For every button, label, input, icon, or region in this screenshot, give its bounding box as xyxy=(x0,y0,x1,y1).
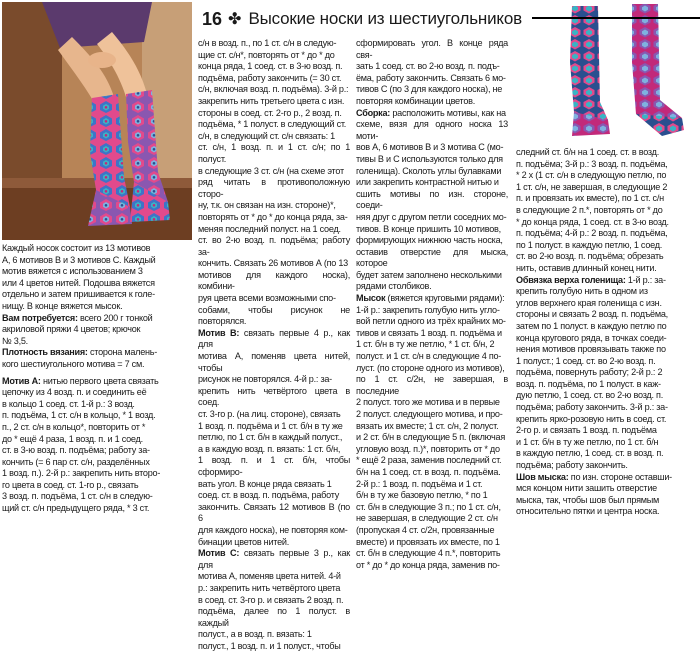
text-line: ну, т.к. он связан на изн. стороне)*, xyxy=(198,200,336,211)
motif-a-line: п. подъёма, 1 ст. с/н в кольцо, * 1 возд. xyxy=(2,410,156,421)
toe-line: тивов и связать 1 возд. п. подъёма и xyxy=(356,327,502,338)
text-line: ст. с/н, 1 возд. п. и 1 ст. с/н; по 1 полуст. xyxy=(198,142,350,164)
text-line: * до конца ряда, 1 соед. ст. в 3-ю возд. xyxy=(516,216,669,227)
toe-line: полуст. и 1 ст. с/н в следующие 4 по- xyxy=(356,351,502,362)
text-line: щие ст. с/н*, повторять от * до * до xyxy=(198,49,335,60)
text-line: повторять от * до * до конца ряда, за- xyxy=(198,211,348,222)
motif-b-line: ст. 3-го р. (на лиц. стороне), связать xyxy=(198,409,341,419)
motif-a-line: до * ещё 4 раза, 1 возд. п. и 1 соед. xyxy=(2,433,143,444)
motif-a-line: го цвета в соед. ст. 1-го р., связать xyxy=(2,479,139,490)
edge-line: подъёма; работу закончить. 3-й р.: за- xyxy=(516,402,668,413)
intro-line: отдельно и затем пришивается к голе- xyxy=(2,289,155,300)
edge-line: в каждую петлю, 1 соед. ст. в возд. п. xyxy=(516,448,664,459)
motif-a-line: цепочку из 4 возд. п. и соединить её xyxy=(2,387,147,398)
motif-b-line: а в каждую возд. п. вязать: 1 ст. б/н, xyxy=(198,443,341,454)
motif-a-line: щий ст. с/н предыдущего ряда, * 3 ст. xyxy=(2,503,150,514)
edge-line: дую петлю, 1 соед. ст. во 2-ю возд. п. xyxy=(516,390,663,401)
text-line: ряд читать в противоположную сторо- xyxy=(198,177,350,199)
text-line: мотивов для каждого носка), комбини- xyxy=(198,269,350,292)
text-line: подъёма, работу закончить (= 30 ст. xyxy=(198,72,342,83)
edge-line: стороны и связать 2 возд. п. подъёма, xyxy=(516,309,668,320)
page-title: Высокие носки из шестиугольников xyxy=(248,9,522,28)
motif-c-line: р.: закрепить нить четвёртого цвета xyxy=(198,582,341,593)
motif-b-line: вать угол. В конце ряда связать 1 xyxy=(198,478,332,489)
text-line: меняя последний полуст. на 1 соед. xyxy=(198,223,341,234)
motif-b-label: Мотив В: xyxy=(198,327,240,338)
text-line: стороны в соед. ст. 2-го р., 2 возд. п. xyxy=(198,107,342,118)
text-line: в следующие 3 ст. с/н (на схеме этот xyxy=(198,165,344,176)
toe-seam-label: Шов мыска: xyxy=(516,471,569,482)
motif-a-line: п., 2 ст. с/н в кольцо*, повторить от * xyxy=(2,421,146,432)
assembly-line: Сборка: расположить мотивы, как на xyxy=(356,107,506,118)
intro-line: Каждый носок состоит из 13 мотивов xyxy=(2,243,151,253)
text-line: кончить. Связать 26 мотивов А (по 13 xyxy=(198,258,348,269)
motif-b-line: петлю, по 1 ст. б/н в каждый полуст., xyxy=(198,432,343,443)
materials-line: № 3,5. xyxy=(2,335,28,346)
edge-line: затем по 1 полуст. в каждую петлю по xyxy=(516,320,667,331)
toe-seam-line: Шов мыска: по изн. стороне оставши- xyxy=(516,471,672,482)
edge-line: подъёма; работу закончить. xyxy=(516,460,628,471)
toe-line: не завершая, в следующие 2 ст. с/н xyxy=(356,513,498,524)
assembly-line: формирующих нижнюю часть носка, xyxy=(356,235,503,246)
toe-line: * ещё 2 раза, заменив последний ст. xyxy=(356,455,502,466)
text-line: с/н, в следующий ст. с/н связать: 1 xyxy=(198,130,335,141)
assembly-line: тивов. В конце пришить 10 мотивов, xyxy=(356,223,501,234)
motif-c-line: в соед. ст. 3-го р. и связать 2 возд. п. xyxy=(198,594,344,605)
assembly-line: оставив отверстие для мыска, которое xyxy=(356,246,508,269)
edge-line: 2-го р. и связать 1 возд. п. подъёма xyxy=(516,425,657,436)
assembly-line: или закрепить контрастной нитью и xyxy=(356,177,499,188)
text-line: с/н, включая возд. п. подъёма). 3-й р.: xyxy=(198,84,349,95)
intro-line: или 4 цветов нитей. Подошва вяжется xyxy=(2,277,155,288)
assembly-line: вов А, 6 мотивов В и 3 мотива С (мо- xyxy=(356,142,504,153)
motif-b-line: для каждого носка), не повторяя ком- xyxy=(198,524,348,535)
motif-a-line: 3 возд. п. подъёма, 1 ст. с/н в следую- xyxy=(2,491,153,502)
text-line: п. подъёма; 4-й р.: 2 возд. п. подъёма, xyxy=(516,228,668,239)
text-line: тивов С (по 3 для каждого носка), не xyxy=(356,84,503,95)
text-line: * 2 х (1 ст. с/н в следующую петлю, по xyxy=(516,170,667,181)
motif-c-line: Мотив С: связать первые 3 р., как для xyxy=(198,548,350,570)
edge-line: подъёма, повернуть работу; 2-й р.: 2 xyxy=(516,367,663,378)
column-4 xyxy=(516,147,698,518)
text-line: ст. во 2-ю возд. п. подъёма; обрезать xyxy=(516,251,664,262)
motif-c-line: мотива А, поменяв цвета нитей. 4-й xyxy=(198,571,341,582)
toe-line: 2 полуст. того же мотива и в первые xyxy=(356,397,500,408)
motif-c-line: подъёма, далее по 1 полуст. в каждый xyxy=(198,606,350,628)
motif-b-line: закончить. Связать 12 мотивов В (по 6 xyxy=(198,501,350,524)
intro-line: А, 6 мотивов В и 3 мотивов С. Каждый xyxy=(2,254,156,265)
edge-label: Обвязка верха голенища: xyxy=(516,274,626,285)
photo-legs-socks xyxy=(2,2,192,240)
clover-symbol-icon: ✤ xyxy=(228,11,242,28)
motif-b-line: Мотив В: связать первые 4 р., как для xyxy=(198,327,350,350)
text-line: п. подъёма; 3-й р.: 3 возд. п. подъёма, xyxy=(516,158,668,169)
column-2 xyxy=(198,38,350,652)
text-line: повторяя комбинации цветов. xyxy=(356,95,476,106)
materials-line: акриловой пряжи 4 цветов; крючок xyxy=(2,324,141,335)
motif-b-line: 1 возд. п. подъёма и 1 ст. б/н в ту же xyxy=(198,420,343,431)
text-line: ст. во 2-ю возд. п. подъёма; работу за- xyxy=(198,235,350,257)
motif-b-line: бинации цветов нитей. xyxy=(198,536,290,547)
edge-line: углов верхнего края голенища с изн. xyxy=(516,297,662,308)
intro-line: мотив вяжется с использованием 3 xyxy=(2,266,143,277)
motif-b-line: 1 возд. п. и 1 ст. б/н, чтобы сформиро- xyxy=(198,455,350,477)
motif-a-line: кончить (= 6 пар ст. с/н, разделённых xyxy=(2,456,150,467)
column-3 xyxy=(356,38,508,571)
intro-line: нищу. В конце вяжется мысок. xyxy=(2,300,123,311)
materials-line: Вам потребуется: всего 200 г тонкой xyxy=(2,312,153,323)
edge-line: крепить голубую нить в одном из xyxy=(516,286,648,297)
toe-line: ст. б/н в следующие 4 п.*, повторить xyxy=(356,548,501,559)
toe-line: вместе) и провязать их вместе, по 1 xyxy=(356,536,500,547)
text-line: ёма, работу закончить. Связать 6 мо- xyxy=(356,72,506,83)
toe-line: б/н на 1 соед. ст. в возд. п. подъёма. xyxy=(356,466,501,477)
motif-a-label: Мотив А: xyxy=(2,375,41,386)
toe-line: от * до * до конца ряда, заменив по- xyxy=(356,559,500,570)
edge-line: 1 полуст.; 1 соед. ст. во 2-ю возд. п. xyxy=(516,355,656,366)
edge-line: Обвязка верха голенища: 1-й р.: за- xyxy=(516,274,666,285)
text-line: следний ст. б/н на 1 соед. ст. в возд. xyxy=(516,147,659,157)
toe-line: угловую возд. п.)*, повторить от * до xyxy=(356,443,500,454)
motif-c-line: полуст., а в возд. п. вязать: 1 xyxy=(198,629,312,640)
text-line: 1 ст. с/н, не завершая, в следующие 2 xyxy=(516,181,668,192)
assembly-line: рядами столбиков. xyxy=(356,281,432,292)
assembly-line: сшить мотивы по изн. стороне, соеди- xyxy=(356,188,508,211)
motif-c-line: полуст., 1 возд. п. и 1 полуст., чтобы xyxy=(198,640,341,651)
edge-line: возд. п. подъёма, по 1 полуст. в каж- xyxy=(516,378,661,389)
toe-line: (пропуская 4 ст. с/2н, провязанные xyxy=(356,524,495,535)
toe-line: 1 ст. б/н в ту же петлю, * 1 ст. б/н, 2 xyxy=(356,339,495,350)
assembly-line: схеме, вязя для одного носка 13 моти- xyxy=(356,119,508,141)
edge-line: конца кругового ряда, в точках соеди- xyxy=(516,332,667,343)
toe-line: б/н в ту же базовую петлю, * по 1 xyxy=(356,490,488,501)
materials-label: Вам потребуется: xyxy=(2,312,78,323)
toe-line: вой петли одного из трёх крайних мо- xyxy=(356,316,506,327)
motif-a-line: в кольцо 1 соед. ст. 1-й р.: 3 возд. xyxy=(2,398,135,409)
toe-seam-line: мся концом нити зашить отверстие xyxy=(516,483,657,494)
text-line: собами, чтобы рисунок не повторялся. xyxy=(198,304,350,327)
toe-line: Мысок (вяжется круговыми рядами): xyxy=(356,293,505,304)
motif-b-line: крепить нить четвёртого цвета в соед. xyxy=(198,385,350,408)
header-title-block xyxy=(200,6,532,32)
text-line: с/н в возд. п., по 1 ст. с/н в следую- xyxy=(198,38,337,48)
text-line: по 1 полуст. в каждую петлю, 1 соед. xyxy=(516,239,663,250)
motif-a-line: 1 возд. п.). 2-й р.: закрепить нить второ- xyxy=(2,468,161,479)
toe-line: 2 полуст. следующего мотива, и про- xyxy=(356,409,503,419)
toe-seam-line: мыска, так, чтобы шов был прямым xyxy=(516,494,660,505)
text-line: зать 1 соед. ст. во 2-ю возд. п. подъ- xyxy=(356,61,500,72)
text-line: в следующие 2 п.*, повторять от * до xyxy=(516,204,663,215)
toe-line: и 2 ст. б/н в следующие 5 п. (включая xyxy=(356,432,506,443)
text-line: конца ряда, 1 соед. ст. в 3-ю возд. п. xyxy=(198,61,343,72)
density-line: Плотность вязания: сторона малень- xyxy=(2,347,158,358)
density-line: кого шестиугольного мотива = 7 см. xyxy=(2,358,145,369)
toe-seam-line: относительно пятки и центра носка. xyxy=(516,506,660,517)
column-1 xyxy=(2,243,192,515)
page-header xyxy=(200,6,700,32)
assembly-line: будет затем заполнено несколькими xyxy=(356,269,502,280)
edge-line: и 1 ст. б/н в ту же петлю, по 1 ст. б/н xyxy=(516,436,659,447)
text-line: закрепить нить третьего цвета с изн. xyxy=(198,95,345,106)
assembly-line: няя друг с другом петли соседних мо- xyxy=(356,211,507,222)
assembly-line: голенища). Сколоть углы булавками xyxy=(356,165,502,176)
text-line: подъёма, * 1 полуст. в следующий ст. xyxy=(198,119,347,130)
motif-b-line: мотива А, поменяв цвета нитей, чтобы xyxy=(198,351,350,373)
text-line: руя цвета всеми возможными спо- xyxy=(198,293,336,304)
assembly-label: Сборка: xyxy=(356,107,391,118)
assembly-line: тивы В и С используются только для xyxy=(356,153,503,164)
motif-a-line: ст. в 3-ю возд. п. подъёма; работу за- xyxy=(2,445,150,456)
motif-a-line: Мотив А: нитью первого цвета связать xyxy=(2,375,159,386)
toe-line: ст. б/н в следующие 3 п.; по 1 ст. с/н, xyxy=(356,501,501,512)
toe-line: вязать их вместе; 1 ст. с/н, 2 полуст. xyxy=(356,420,499,431)
density-label: Плотность вязания: xyxy=(2,347,88,358)
motif-b-line: рисунок не повторялся. 4-й р.: за- xyxy=(198,374,332,385)
toe-line: 1-й р.: закрепить голубую нить угло- xyxy=(356,304,500,315)
text-line: п. и провязать их вместе), по 1 ст. с/н xyxy=(516,193,664,204)
motif-b-line: соед. ст. в возд. п. подъёма, работу xyxy=(198,490,340,501)
toe-line: луст. (по стороне одного из мотивов), xyxy=(356,362,505,373)
motif-c-label: Мотив С: xyxy=(198,548,240,559)
edge-line: крепить ярко-розовую нить в соед. ст. xyxy=(516,413,667,424)
toe-label: Мысок xyxy=(356,293,386,304)
socks-photo-illustration xyxy=(2,2,192,240)
text-line: сформировать угол. В конце ряда свя- xyxy=(356,38,508,60)
toe-line: по 1 ст. с/2н, не завершая, в последние xyxy=(356,374,508,396)
page-number: 16 xyxy=(202,8,223,29)
edge-line: нения мотивов провязывать также по xyxy=(516,344,666,355)
text-line: нить, оставив длинный конец нити. xyxy=(516,262,657,273)
toe-line: 2-й р.: 1 возд. п. подъёма и 1 ст. xyxy=(356,478,483,489)
